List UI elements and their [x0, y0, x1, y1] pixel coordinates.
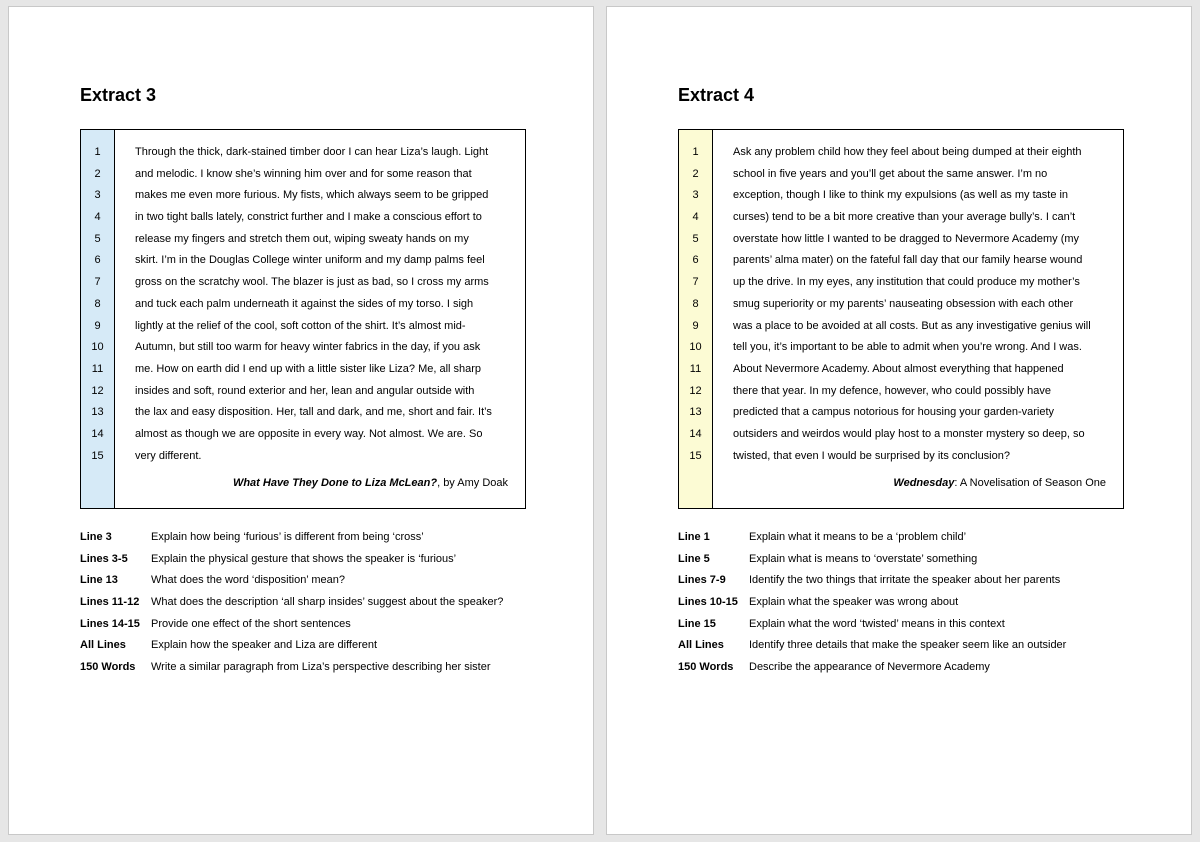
extract-source: [733, 475, 1106, 491]
line-number: 14: [91, 427, 104, 440]
line-number: 1: [94, 146, 101, 158]
extract-line: almost as though we are opposite in every way. Not almost. We are. So: [135, 427, 483, 440]
question-text: Describe the appearance of Nevermore Academy: [749, 661, 990, 674]
line-number: 10: [689, 341, 702, 354]
line-number: 10: [91, 341, 104, 354]
question-list: [678, 527, 1158, 679]
line-number: 12: [689, 384, 702, 397]
question-row: [678, 527, 1158, 549]
question-text: Explain how being ‘furious’ is different from being ‘cross’: [151, 531, 424, 543]
extract-line: in two tight balls lately, constrict further and I make a conscious effort to: [135, 211, 482, 224]
question-row: [80, 527, 560, 549]
question-line-ref: Lines 10-15: [678, 596, 738, 609]
question-line-ref: Line 15: [678, 617, 716, 630]
question-line-ref: Lines 3-5: [80, 552, 128, 565]
line-number: 13: [689, 406, 702, 419]
extract-title: Extract 3: [80, 85, 157, 105]
extract-line: me. How on earth did I end up with a little sister like Liza? Me, all sharp: [135, 362, 482, 375]
line-number: 11: [91, 362, 104, 375]
extract-box: [678, 129, 1124, 509]
extract-line: twisted, that even I would be surprised by its conclusion?: [733, 449, 1010, 462]
document-page-left: [8, 6, 594, 835]
extract-line: gross on the scratchy wool. The blazer is just as bad, so I cross my arms: [135, 276, 489, 289]
extract-line: smug superiority or my parents’ nauseating obsession with each other: [733, 297, 1074, 310]
question-text: What does the description ‘all sharp insides’ suggest about the speaker?: [151, 596, 504, 609]
line-number: 8: [94, 297, 101, 310]
extract-line: there that year. In my defence, however, who could possibly have: [733, 384, 1051, 397]
extract-line: and melodic. I know she’s winning him over and for some reason that: [135, 167, 472, 180]
question-row: [80, 570, 560, 592]
question-row: [80, 549, 560, 571]
line-number: 6: [692, 254, 699, 267]
line-number: 5: [94, 232, 101, 245]
extract-line: Ask any problem child how they feel about being dumped at their eighth: [733, 146, 1082, 158]
question-text: Explain what it means to be a ‘problem child’: [749, 531, 967, 543]
line-number: 5: [692, 232, 699, 245]
line-number: 9: [94, 319, 101, 332]
extract-line: release my fingers and stretch them out, wiping sweaty hands on my: [135, 232, 469, 245]
source-author: , by Amy Doak: [437, 477, 508, 490]
question-line-ref: Line 13: [80, 574, 118, 587]
extract-source: [135, 475, 508, 491]
question-row: [80, 635, 560, 657]
extract-text: [713, 130, 1123, 508]
line-number-column: [81, 130, 115, 508]
extract-line: Through the thick, dark-stained timber door I can hear Liza’s laugh. Light: [135, 146, 489, 158]
question-text: Explain the physical gesture that shows the speaker is ‘furious’: [151, 552, 457, 565]
question-text: What does the word ‘disposition’ mean?: [151, 574, 346, 587]
extract-line: overstate how little I wanted to be dragged to Nevermore Academy (my: [733, 232, 1080, 245]
extract-line: exception, though I like to think my expulsions (as well as my taste in: [733, 189, 1069, 202]
extract-line: Autumn, but still too warm for heavy winter fabrics in the day, if you ask: [135, 341, 481, 354]
question-row: [678, 657, 1158, 679]
extract-line: up the drive. In my eyes, any institution that could produce my mother’s: [733, 276, 1080, 289]
question-line-ref: All Lines: [80, 639, 126, 652]
line-number: 6: [94, 254, 101, 267]
source-work-title: Wednesday: [893, 477, 955, 490]
question-row: [678, 614, 1158, 636]
document-page-right: [606, 6, 1192, 835]
question-line-ref: 150 Words: [80, 661, 136, 674]
line-number: 3: [94, 189, 101, 202]
extract-text: [115, 130, 525, 508]
extract-line: parents’ alma mater) on the fateful fall day that our family hearse wound: [733, 254, 1083, 267]
question-row: [678, 570, 1158, 592]
question-line-ref: Line 5: [678, 552, 710, 565]
question-text: Explain what the word ‘twisted’ means in this context: [749, 617, 1005, 630]
source-work-title: What Have They Done to Liza McLean?: [232, 477, 438, 490]
question-text: Explain what the speaker was wrong about: [749, 596, 959, 609]
extract-line: tell you, it’s important to be able to admit when you’re wrong. And I was.: [733, 341, 1082, 354]
question-line-ref: Lines 11-12: [80, 596, 140, 609]
extract-box: [80, 129, 526, 509]
line-number: 9: [692, 319, 699, 332]
extract-line: predicted that a campus notorious for housing your garden-variety: [733, 406, 1055, 419]
question-row: [678, 549, 1158, 571]
line-number: 1: [692, 146, 699, 158]
extract-line: curses) tend to be a bit more creative than your average bully’s. I can’t: [733, 211, 1076, 224]
line-number: 7: [692, 276, 699, 289]
question-text: Explain how the speaker and Liza are different: [151, 639, 378, 652]
question-line-ref: Lines 7-9: [678, 574, 726, 587]
extract-line: makes me even more furious. My fists, which always seem to be gripped: [135, 189, 489, 202]
line-number: 13: [91, 406, 104, 419]
question-text: Identify three details that make the speaker seem like an outsider: [749, 639, 1067, 652]
line-number: 8: [692, 297, 699, 310]
extract-title: Extract 4: [678, 85, 755, 105]
line-number: 4: [692, 211, 699, 224]
source-author: : A Novelisation of Season One: [954, 477, 1106, 490]
question-text: Explain what is means to ‘overstate’ something: [749, 552, 978, 565]
line-number: 7: [94, 276, 101, 289]
line-number: 12: [91, 384, 104, 397]
extract-line: insides and soft, round exterior and her, lean and angular outside with: [135, 384, 475, 397]
line-number-column: [679, 130, 713, 508]
question-row: [80, 614, 560, 636]
line-number: 11: [689, 362, 702, 375]
question-text: Write a similar paragraph from Liza’s perspective describing her sister: [151, 661, 491, 674]
extract-line: was a place to be avoided at all costs. But as any investigative genius will: [733, 319, 1091, 332]
line-number: 3: [692, 189, 699, 202]
extract-line: school in five years and you’ll get about the same answer. I’m no: [733, 167, 1048, 180]
line-number: 14: [689, 427, 702, 440]
extract-line: outsiders and weirdos would play host to a monster mystery so deep, so: [733, 427, 1085, 440]
line-number: 15: [91, 449, 104, 462]
extract-line: About Nevermore Academy. About almost everything that happened: [733, 362, 1064, 375]
question-line-ref: Line 1: [678, 531, 710, 543]
line-number: 2: [692, 167, 699, 180]
question-line-ref: 150 Words: [678, 661, 734, 674]
extract-line: skirt. I’m in the Douglas College winter uniform and my damp palms feel: [135, 254, 485, 267]
question-row: [678, 592, 1158, 614]
question-line-ref: Lines 14-15: [80, 617, 140, 630]
question-row: [678, 635, 1158, 657]
question-text: Provide one effect of the short sentences: [151, 617, 351, 630]
question-text: Identify the two things that irritate the speaker about her parents: [749, 574, 1061, 587]
extract-line: lightly at the relief of the cool, soft cotton of the shirt. It’s almost mid-: [135, 319, 466, 332]
extract-line: the lax and easy disposition. Her, tall and dark, and me, short and fair. It’s: [135, 406, 492, 419]
question-list: [80, 527, 560, 679]
question-line-ref: Line 3: [80, 531, 112, 543]
extract-line: very different.: [135, 449, 202, 462]
question-line-ref: All Lines: [678, 639, 724, 652]
line-number: 4: [94, 211, 101, 224]
question-row: [80, 657, 560, 679]
extract-line: and tuck each palm underneath it against the sides of my torso. I sigh: [135, 297, 474, 310]
question-row: [80, 592, 560, 614]
line-number: 15: [689, 449, 702, 462]
line-number: 2: [94, 167, 101, 180]
